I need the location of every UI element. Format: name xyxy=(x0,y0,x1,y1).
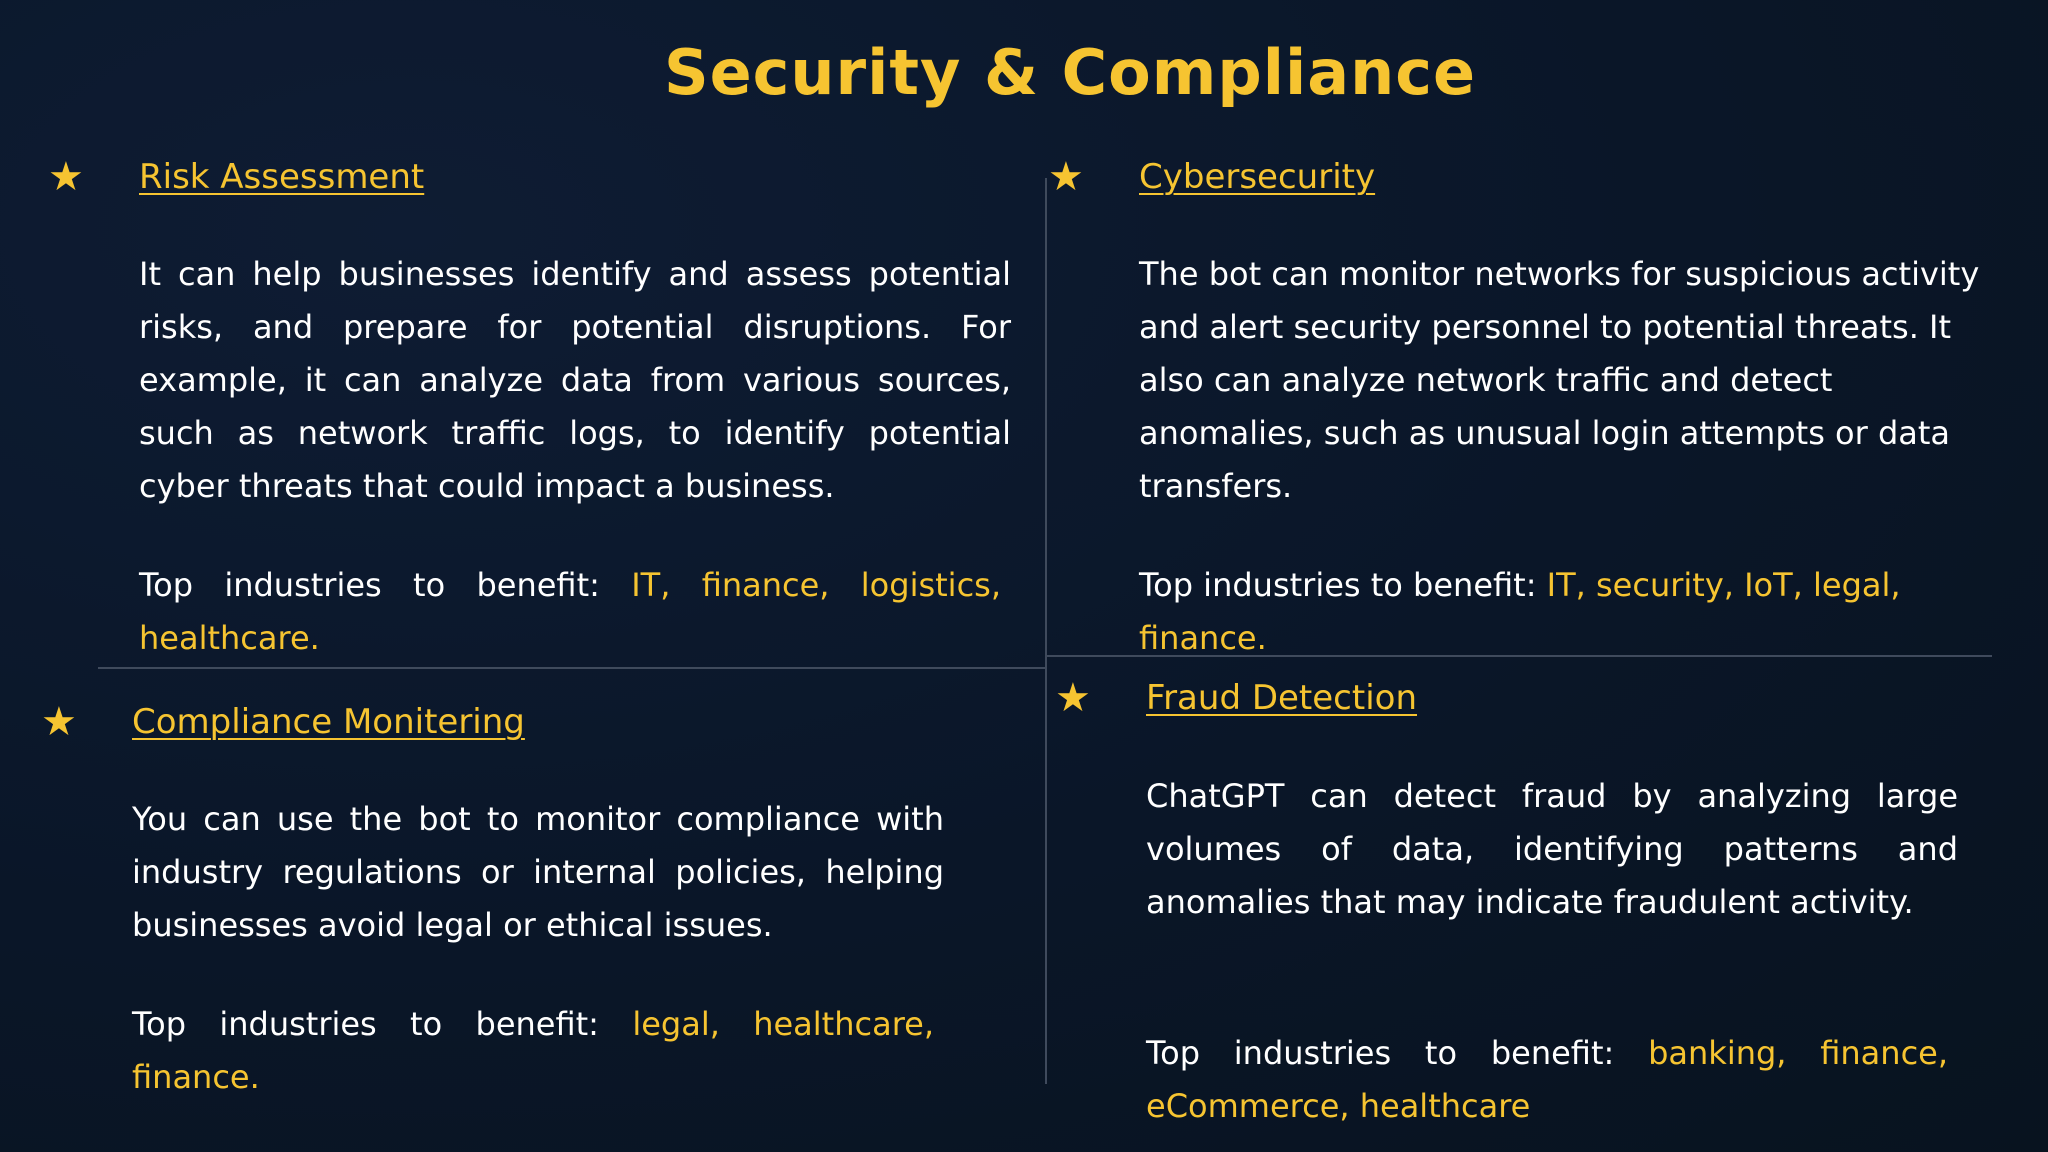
industries-label: Top industries to benefit: xyxy=(139,566,600,604)
compliance-monitoring-description: You can use the bot to monitor compliance with industry regulations or internal policies, helping businesses avoid legal or ethical issues. xyxy=(132,800,944,944)
industries-list: IT, finance, logistics, healthcare. xyxy=(139,566,1001,657)
horizontal-divider-left xyxy=(98,667,1046,669)
slide-title: Security & Compliance xyxy=(663,36,1477,109)
cybersecurity-heading: Cybersecurity xyxy=(1139,157,1376,197)
compliance-monitoring-heading: Compliance Monitering xyxy=(132,702,525,742)
fraud-detection-description: ChatGPT can detect fraud by analyzing large volumes of data, identifying patterns and anomalies that may indicate fraudulent activity. xyxy=(1146,777,1958,921)
star-icon: ★ xyxy=(1055,675,1091,721)
industries-list: IT, security, IoT, legal, finance. xyxy=(1139,566,1901,657)
fraud-detection-heading: Fraud Detection xyxy=(1146,678,1418,718)
industries-list: legal, healthcare, finance. xyxy=(132,1005,935,1096)
star-icon: ★ xyxy=(41,699,77,745)
industries-list: banking, finance, eCommerce, healthcare xyxy=(1146,1034,1949,1125)
cybersecurity-description: The bot can monitor networks for suspicious activity and alert security personnel to potential threats. It also can analyze network traffic and detect anomalies, such as unusual login attempts or data transfers. xyxy=(1139,255,1980,505)
industries-label: Top industries to benefit: xyxy=(132,1005,599,1043)
industries-label: Top industries to benefit: xyxy=(1139,566,1537,604)
risk-assessment-industries xyxy=(139,559,1001,665)
fraud-detection-industries xyxy=(1146,1027,1948,1133)
cybersecurity-industries xyxy=(1139,559,1984,665)
star-icon: ★ xyxy=(1048,154,1084,200)
industries-label: Top industries to benefit: xyxy=(1146,1034,1615,1072)
risk-assessment-description: It can help businesses identify and assess potential risks, and prepare for potential disruptions. For example, it can analyze data from various sources, such as network traffic logs, to identify potential cyber threats that could impact a business. xyxy=(139,255,1011,505)
star-icon: ★ xyxy=(48,154,84,200)
risk-assessment-heading: Risk Assessment xyxy=(139,157,425,197)
vertical-divider xyxy=(1045,178,1047,1084)
compliance-monitoring-industries xyxy=(132,998,934,1104)
